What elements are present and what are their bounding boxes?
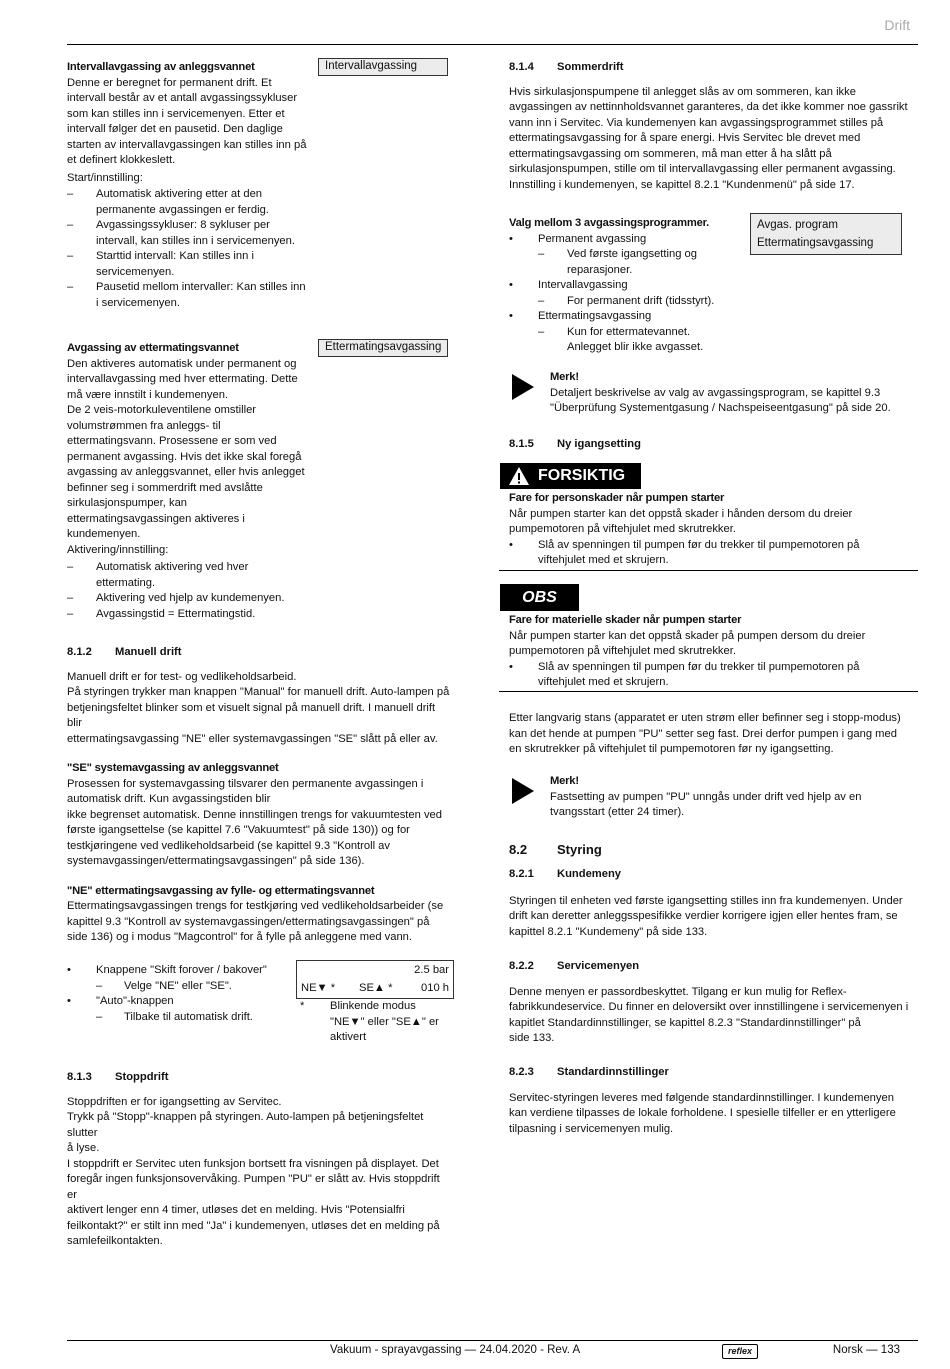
text-line: aktivert lenger enn 4 timer, utløses det en melding. Hvis "Potensialfri [67,1204,405,1216]
customer-section [509,867,911,940]
note-title: Merk! [550,371,579,383]
note-2 [550,774,910,821]
item-text: Aktivering ved hjelp av kundemenyen. [96,592,285,604]
section-title: Stoppdrift [115,1071,169,1083]
section-heading [509,867,911,883]
caution-label [500,463,641,489]
item-text: Automatisk aktivering etter at den [96,188,263,200]
caution-rule [499,570,918,571]
text-line: side 133. [509,1032,555,1044]
text-line: Når pumpen starter kan det oppstå skader i hånden dersom du dreier [509,507,853,520]
item-text: Pausetid mellom intervaller: Kan stilles inn [96,281,306,293]
stop-section [67,1070,452,1250]
item-text: i servicemenyen. [96,296,180,309]
programs-title: Valg mellom 3 avgassingsprogrammer. [509,217,710,229]
text-line: sirkulasjonspumpen, stille om til intervallavgassing eller permanent avgassing. [509,163,896,175]
section-title: Ny igangsetting [557,438,641,450]
sub-item: – For permanent drift (tidsstyrt). [509,294,749,310]
text-line: en skrutrekker på viftehjulet til pumpemotoren før ny igangsetting. [509,743,834,755]
item-text: Ettermatingsavgassing [538,310,652,322]
caution-title: Fare for personskader når pumpen starter [509,492,725,504]
text-line: Innstilling i kundemenyen, se kapittel 8.2.1 "Kundenmenü" på side 17. [509,178,855,191]
text-line: ettermatingsavgassing for å spare energi. Hvis Servitec ble drevet med [509,132,861,144]
controller-display [296,960,454,999]
interval-title: Intervallavgassing av anleggsvannet [67,61,255,73]
text-line: første igangsettelse (se kapittel 7.6 "Vakuumtest" på side 130)) og for [67,824,410,836]
section-number: 8.1.2 [67,646,92,658]
text-line: Manuell drift er for test- og vedlikeholdsarbeid. [67,670,297,683]
text-line: "Überprüfung Systementgasung / Nachspeiseentgasung" på side 20. [550,402,891,414]
text-line: Når pumpen starter kan det oppstå skader på pumpen dersom du dreier [509,629,866,642]
program-box [750,213,902,255]
text-line: Denne menyen er passordbeskyttet. Tilgang er kun mulig for Reflex- [509,985,847,998]
item-text: Anlegget blir ikke avgasset. [567,341,704,353]
item-text: Ved første igangsetting og [567,248,697,260]
display-ne: NE▼ * [301,982,336,994]
item-text: viftehjulet med et skrujern. [538,554,669,566]
section-number: 8.2.1 [509,868,534,880]
text-line: avgassing av anleggsvannet, eller hvis anlegget [67,466,305,478]
item-text: Slå av spenningen til pumpen før du trekker til pumpemotoren på [538,538,860,551]
text-line: kapitlet Standardinnstillinger, se kapittel 8.2.3 "Standardinnstillinger" på [509,1016,861,1029]
list-item: • "Auto"-knappen [67,994,292,1010]
item-text: Permanent avgassing [538,232,647,245]
sub-item: – Ved første igangsetting og reparasjoner. [538,248,697,276]
item-text: intervall, kan stilles inn i servicemenyen. [96,234,295,247]
restart-heading [509,437,911,453]
text-line: Styringen til enheten ved første igangsetting stilles inn fra kundemenyen. Under [509,894,903,907]
caution-text: FORSIKTIG [538,467,626,484]
item-text: servicemenyen. [96,265,175,278]
makeup-title: Avgassing av ettermatingsvannet [67,342,239,354]
item-text: Knappene "Skift forover / bakover" [96,964,267,976]
list-item: – Automatisk aktivering ved hver ettermating. [67,561,249,589]
text-line: sirkulasjonspumper, kan [67,497,188,509]
text-line: ettermatingsavgassing "NE" eller systemavgassingen "SE" slått på eller av. [67,732,438,745]
item-text: Tilbake til automatisk drift. [124,1010,253,1023]
section-title: Styring [557,842,602,857]
text-line: foregår ingen funksjonsovervåking. Pumpen "PU" er slått av. Hvis stoppdrift er [67,1173,440,1201]
display-pressure: 2.5 bar [414,964,449,976]
footer-page: Norsk — 133 [832,1344,900,1356]
text-line: kundemenyen. [67,528,141,540]
text-line: drift kan deretter anleggsspesifikke verdier korrigere igjen eller hentes fram, se [509,910,898,922]
section-number: 8.1.4 [509,61,534,73]
text-line: Hvis sirkulasjonspumpene til anlegget slås av om sommeren, kan ikke [509,85,856,98]
sub-item: – Velge "NE" eller "SE". [67,979,292,995]
defaults-section [509,1065,911,1137]
obs-label: OBS [500,584,579,611]
arrow-icon [512,778,534,804]
text-line: I stoppdrift er Servitec uten funksjon bortsett fra visningen på displayet. Det [67,1157,439,1170]
item-text: viftehjulet med et skrujern. [538,676,669,688]
list-item: – Starttid intervall: Kan stilles inn i servicemenyen. [67,250,254,278]
text-line: Aktivering/innstilling: [67,543,169,556]
text-line: På styringen trykker man knappen "Manual" for manuell drift. Auto-lampen på [67,686,450,698]
list-item: – Automatisk aktivering etter at den permanente avgassingen er ferdig. [67,188,269,216]
text-line: tilpasning i servicemenyen mulig. [509,1122,674,1135]
arrow-icon [512,374,534,400]
section-heading [509,959,911,975]
obs-title: Fare for materielle skader når pumpen starter [509,614,742,626]
item-text: Automatisk aktivering ved hver [96,561,249,573]
section-title: Standardinnstillinger [557,1066,669,1078]
text-line: ettermatingsavgassing om sommeren, må man etter å ha slått på [509,147,832,160]
item-text: permanente avgassingen er ferdig. [96,203,269,216]
sub-item: – Kun for ettermatevannet. Anlegget blir ikke avgasset. [538,325,704,353]
text-line: pumpemotoren på viftehjulet med skrutrekker. [509,523,736,535]
section-number: 8.2.3 [509,1066,534,1078]
section-heading [509,1065,911,1081]
sub-item: – Tilbake til automatisk drift. [67,1010,292,1026]
item-text: ettermating. [96,576,156,589]
makeup-box: Ettermatingsavgassing [318,339,448,357]
interval-list [67,187,307,311]
text-line: Avgas. program [757,219,838,231]
text-line: aktivert [330,1031,367,1043]
section-number: 8.1.5 [509,438,534,450]
list-item: • Intervallavgassing [509,278,749,294]
interval-section [67,60,307,311]
list-item: • Slå av spenningen til pumpen før du trekker til pumpemotoren på viftehjulet med et skrujern. [509,660,860,688]
list-item: – Avgassingstid = Ettermatingstid. [67,607,307,623]
text-line: Stoppdriften er for igangsetting av Servitec. [67,1095,282,1108]
ne-title: "NE" ettermatingsavgassing av fylle- og ettermatingsvannet [67,884,375,897]
keys-list [67,963,292,1025]
text-line: tvangsstart (etter 24 timer). [550,806,685,818]
service-section [509,959,911,1047]
makeup-list [67,560,307,622]
text-line: å lyse. [67,1142,100,1154]
text-line: samlefeilkontakten. [67,1235,163,1247]
text-line: Trykk på "Stopp"-knappen på styringen. Auto-lampen på betjeningsfeltet slutter [67,1111,424,1139]
item-text: Avgassingstid = Ettermatingstid. [96,607,256,620]
list-item: – Avgassingssykluser: 8 sykluser per intervall, kan stilles inn i servicemenyen. [67,219,295,247]
manual-section [67,645,452,946]
text-line: ettermatingsvann. Prosessene er som ved [67,435,277,447]
text-line: Ettermatingsavgassing [757,237,874,249]
text-line: Blinkende modus [330,1000,416,1012]
text-line: Detaljert beskrivelse av valg av avgassingsprogram, se kapittel 9.3 [550,386,881,399]
item-text: For permanent drift (tidsstyrt). [567,294,715,307]
text-line: volumstrømmen fra anleggs- til [67,419,221,432]
text-line: starten av intervallavgassingen kan stilles inn på [67,138,307,151]
text-line: De 2 veis-motorkuleventilene omstiller [67,404,257,416]
se-title: "SE" systemavgassing av anleggsvannet [67,762,279,774]
list-item: – Pausetid mellom intervaller: Kan stilles inn i servicemenyen. [67,281,306,309]
item-text: Intervallavgassing [538,279,628,291]
running-header: Drift [884,17,910,33]
section-title: Sommerdrift [557,61,624,73]
text-line: "NE▼" eller "SE▲" er [330,1015,439,1028]
text-line: intervall følger det en pausetid. Den daglige [67,123,283,135]
list-item: • Ettermatingsavgassing [509,309,749,325]
section-number: 8.2.2 [509,960,534,972]
item-text: "Auto"-knappen [96,995,174,1007]
section-heading [509,842,911,858]
list-item: • Slå av spenningen til pumpen før du trekker til pumpemotoren på viftehjulet med et skrujern. [509,538,860,566]
text-line: befinner seg i sommerdrift med avslåtte [67,481,263,494]
control-heading [509,842,911,858]
interval-box: Intervallavgassing [318,58,448,76]
text-line: Servitec-styringen leveres med følgende standardinnstillinger. I kundemenyen [509,1091,894,1104]
text-line: kan det hende at pumpen "PU" setter seg fast. Drei derfor pumpen i gang med [509,727,897,740]
text-line: systemavgassingen/ettermatingsavgassingen" på side 136). [67,855,365,867]
list-item: • Knappene "Skift forover / bakover" [67,963,292,979]
item-text: reparasjoner. [567,263,633,276]
text-line: vann inn i Servitec. Via kundemenyen kan avgassingsprogrammet stilles på [509,116,884,129]
text-line: ikke begrenset automatisk. Denne innstillingen trengs for vakuumtesten ved [67,808,442,821]
text-line: et definert klokkeslett. [67,154,176,166]
text-line: betjeningsfeltet blinker som et visuelt signal på manuell drift. I manuell drift blir [67,701,436,729]
makeup-section [67,341,307,622]
item-text: Velge "NE" eller "SE". [124,979,232,992]
text-line: kapittel 8.2.1 "Kundemeny" på side 133. [509,925,708,938]
section-heading [67,1070,452,1086]
note-1 [550,370,910,417]
text-line: Denne er beregnet for permanent drift. Et [67,76,272,89]
text-line: Start/innstilling: [67,171,143,184]
text-line: som kan stilles inn i servicemenyen. Etter et [67,107,285,120]
section-number: 8.2 [509,842,528,857]
text-line: feilkontakt?" er stilt inn med "Ja" i kundemenyen, utløses det en melding på [67,1219,440,1232]
text-line: kan verdiene tilpasses de lokale forholdene. I spesielle tilfeller er en ytterligere [509,1107,896,1119]
text-line: pumpemotoren på viftehjulet med skrutrekker. [509,645,736,657]
text-line: Prosessen for systemavgassing tilsvarer den permanente avgassingen i [67,777,424,790]
text-line: kapittel 9.3 "Kontroll av systemavgassingen/ettermatingsavgassingen" på [67,915,430,928]
section-title: Servicemenyen [557,960,640,972]
item-text: Starttid intervall: Kan stilles inn i [96,250,254,262]
list-item: – Aktivering ved hjelp av kundemenyen. [67,591,307,607]
display-se: SE▲ * [359,982,393,994]
programs-section [509,216,749,356]
caution-body [509,491,909,569]
text-line: avgassingen av nettinnholdsvannet garanteres, da det ikke kommer noe gassrikt [509,101,908,113]
display-legend [330,999,460,1046]
section-heading [509,60,911,76]
section-heading [509,437,911,453]
text-line: må være innstilt i kundemenyen. [67,388,229,401]
text-line: Ettermatingsavgassingen trengs for testkjøring ved vedlikeholdsarbeider (se [67,900,444,912]
note-title: Merk! [550,775,579,787]
text-line: automatisk drift. Kun avgassingstiden blir [67,793,271,805]
display-time: 010 h [421,982,449,994]
section-title: Kundemeny [557,868,622,880]
text-line: Fastsetting av pumpen "PU" unngås under drift ved hjelp av en [550,790,862,803]
text-line: Etter langvarig stans (apparatet er uten strøm eller befinner seg i stopp-modus) [509,712,901,724]
text-line: permanent avgassing. Hvis det ikke skal foregå [67,450,302,463]
text-line: ettermatingsavgassingen aktiveres i [67,512,245,525]
footer-rule [67,1340,918,1341]
obs-body [509,613,909,691]
text-line: testkjøringene ved vedlikeholdsarbeid (se kapittel 9.3 "Kontroll av [67,839,390,852]
obs-rule [499,691,918,692]
text-line: intervallavgassing med hver ettermating. Dette [67,373,298,385]
header-rule [67,44,918,45]
warning-icon [508,466,530,486]
text-line: side 136) og i modus "Magcontrol" for å fylle på anleggene med vann. [67,931,413,943]
text-line: intervall består av et antall avgassingssykluser [67,92,298,104]
item-text: Slå av spenningen til pumpen før du trekker til pumpemotoren på [538,660,860,673]
section-heading [67,645,452,661]
list-item: • Permanent avgassing [509,232,749,248]
display-star: * [300,1000,305,1012]
footer-doc: Vakuum - sprayavgassing — 24.04.2020 - Rev. A [330,1344,581,1356]
summer-section [509,60,911,193]
section-number: 8.1.3 [67,1071,92,1083]
reflex-logo: reflex [722,1344,758,1359]
item-text: Kun for ettermatevannet. [567,325,691,338]
item-text: Avgassingssykluser: 8 sykluser per [96,219,270,231]
standstill-text [509,711,911,758]
text-line: Den aktiveres automatisk under permanent og [67,357,297,370]
section-title: Manuell drift [115,646,182,658]
text-line: fabrikkundeservice. Du finner en deloversikt over innstillingene i servicemenyen i [509,1001,909,1013]
